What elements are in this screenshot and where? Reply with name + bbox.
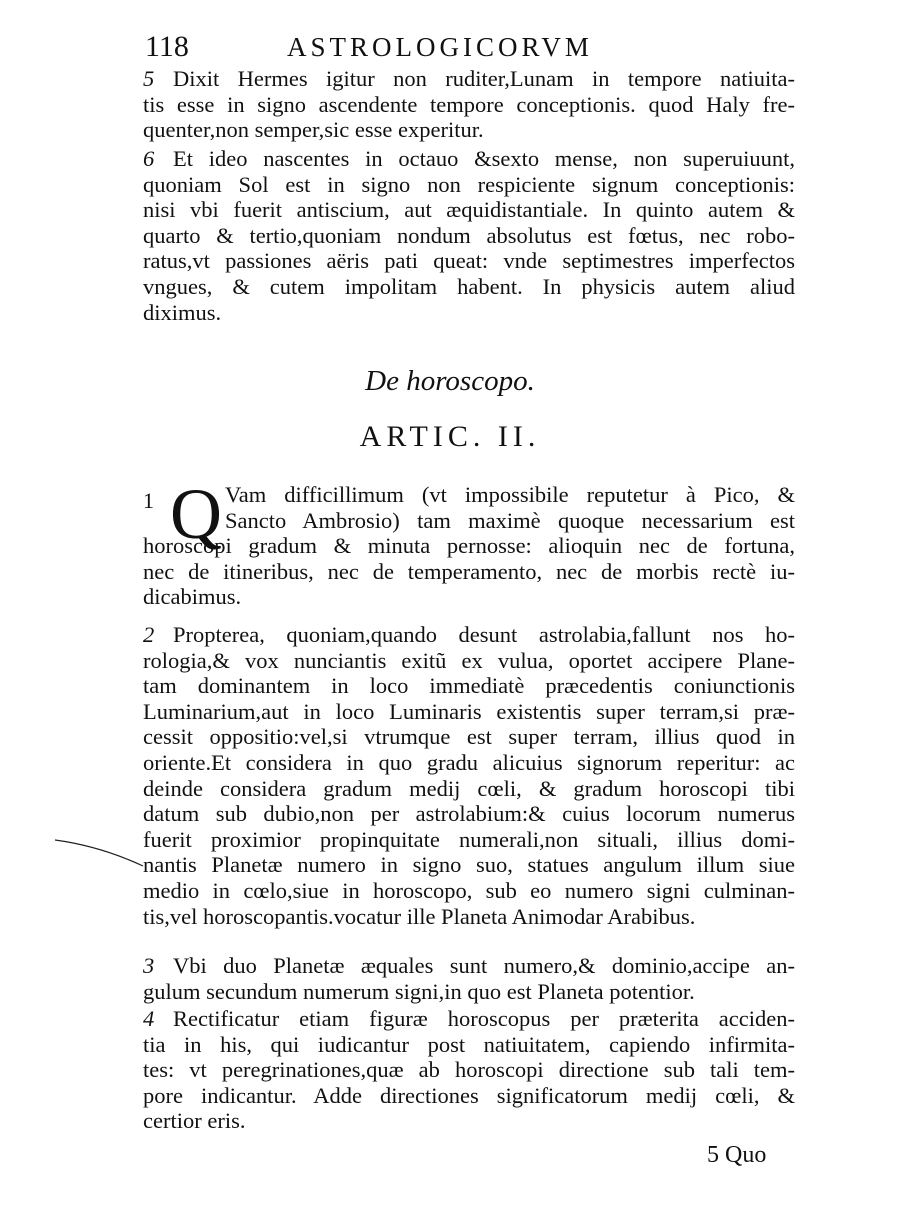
- text-line: nec de itineribus, nec de temperamento, nec de morbis rectè iu-: [143, 558, 795, 584]
- text-line: fuerit proximior propinquitate numerali,non situali, illius domi-: [143, 826, 795, 852]
- text-line: nantis Planetæ numero in signo suo, statues angulum illum siue: [143, 852, 795, 878]
- text-line: medio in cœlo,siue in horoscopo, sub eo numero signi culminan-: [143, 877, 795, 903]
- text-line: Et ideo nascentes in octauo &sexto mense, non superuiuunt,: [173, 146, 795, 171]
- text-line: certior eris.: [143, 1108, 246, 1134]
- paragraph-number: 4: [143, 1006, 155, 1031]
- catchword: 5 Quo: [707, 1142, 767, 1168]
- text-line: quenter,non semper,sic esse experitur.: [143, 117, 484, 143]
- article-4: [143, 1006, 795, 1134]
- text-line: vngues, & cutem impolitam habent. In physicis autem aliud: [143, 273, 795, 299]
- paragraph-number: 2: [143, 622, 155, 647]
- text-line: Sancto Ambrosio) tam maximè quoque necessarium est: [225, 507, 795, 533]
- text-line: Vam difficillimum (vt impossibile reputetur à Pico, &: [225, 482, 795, 507]
- text-line: horoscopi gradum & minuta pernosse: alioquin nec de fortuna,: [143, 533, 795, 558]
- text-line: quoniam Sol est in signo non respiciente signum conceptionis:: [143, 171, 795, 197]
- text-line: tis,vel horoscopantis.vocatur ille Planeta Animodar Arabibus.: [143, 903, 696, 929]
- text-line: nisi vbi fuerit antiscium, aut æquidistantiale. In quinto autem &: [143, 197, 795, 223]
- paragraph-number: 1: [143, 488, 154, 513]
- text-line: gulum secundum numerum signi,in quo est Planeta potentior.: [143, 978, 695, 1004]
- text-line: Luminarium,aut in loco Luminaris existentis super terram,si præ-: [143, 698, 795, 724]
- text-line: quarto & tertio,quoniam nondum absolutus est fœtus, nec robo-: [143, 222, 795, 248]
- text-line: ratus,vt passiones aëris pati queat: vnde septimestres imperfectos: [143, 248, 795, 274]
- text-line: dicabimus.: [143, 584, 242, 610]
- article-1-opening: [225, 482, 795, 533]
- article-3: [143, 953, 795, 1004]
- paragraph-number: 5: [143, 66, 155, 91]
- paragraph-6: [143, 146, 795, 325]
- paragraph-number: 3: [143, 953, 155, 978]
- article-heading: ARTIC. II.: [359, 420, 541, 453]
- article-1-body: [143, 533, 795, 610]
- drop-cap: Q: [170, 474, 222, 554]
- text-line: Propterea, quoniam,quando desunt astrolabia,fallunt nos ho-: [173, 622, 795, 647]
- text-line: pore indicantur. Adde directiones significatorum medij cœli, &: [143, 1082, 795, 1108]
- paragraph-number: 6: [143, 146, 155, 171]
- article-2: [143, 622, 795, 929]
- text-line: deinde considera gradum medij cœli, & gradum horoscopi tibi: [143, 775, 795, 801]
- paragraph-5: [143, 66, 795, 143]
- running-title: ASTROLOGICORVM: [287, 32, 593, 62]
- page-header: [145, 30, 795, 70]
- text-line: Vbi duo Planetæ æquales sunt numero,& dominio,accipe an-: [173, 953, 795, 978]
- page-number: 118: [145, 30, 189, 63]
- text-line: tis esse in signo ascendente tempore conceptionis. quod Haly fre-: [143, 91, 795, 117]
- text-line: diximus.: [143, 299, 222, 325]
- text-line: cessit oppositio:vel,si vtrumque est super terram, illius quod in: [143, 724, 795, 750]
- text-line: tam dominantem in loco immediatè præcedentis coniunctionis: [143, 673, 795, 699]
- text-line: rologia,& vox nunciantis exitũ ex vulua, oportet accipere Plane-: [143, 647, 795, 673]
- text-line: datum sub dubio,non per astrolabium:& cuius locorum numerus: [143, 801, 795, 827]
- text-line: Rectificatur etiam figuræ horoscopus per præterita acciden-: [173, 1006, 795, 1031]
- text-line: tes: vt peregrinationes,quæ ab horoscopi directione sub tali tem-: [143, 1057, 795, 1083]
- margin-pen-stroke: [55, 838, 145, 868]
- section-title: De horoscopo.: [365, 365, 535, 397]
- text-line: Dixit Hermes igitur non ruditer,Lunam in tempore natiuita-: [173, 66, 795, 91]
- text-line: oriente.Et considera in quo gradu alicuius signorum reperitur: ac: [143, 749, 795, 775]
- text-line: tia in his, qui iudicantur post natiuitatem, capiendo infirmita-: [143, 1031, 795, 1057]
